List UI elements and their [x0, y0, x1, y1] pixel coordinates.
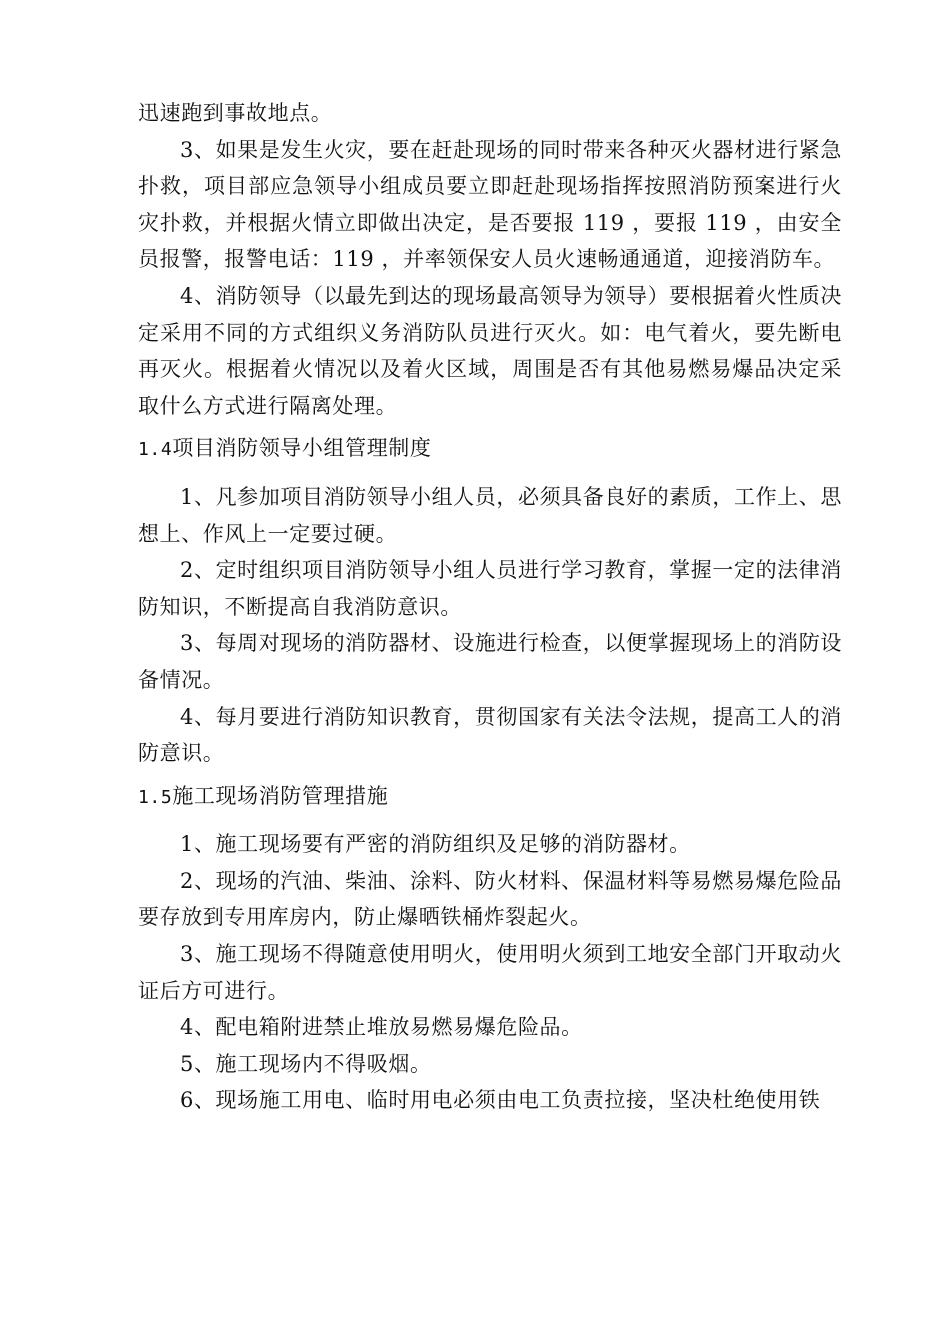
section-number: 1.5	[138, 786, 173, 808]
section-1-5-item-6: 6、现场施工用电、临时用电必须由电工负责拉接，坚决杜绝使用铁	[180, 1088, 821, 1113]
section-1-5-item-3: 3、施工现场不得随意使用明火，使用明火须到工地安全部门开取动火证后方可进行。	[138, 942, 842, 1003]
section-number: 1.4	[138, 439, 173, 461]
section-heading-1-4	[138, 424, 842, 479]
paragraph-item-4: 4、消防领导（以最先到达的现场最高领导为领导）要根据着火性质决定采用不同的方式组织义务消防队员进行灭火。如：电气着火，要先断电再灭火。根据着火情况以及着火区域，周围是否有其他易燃易爆品决定采取什么方式进行隔离处理。	[138, 283, 842, 418]
section-1-5-item-2: 2、现场的汽油、柴油、涂料、防火材料、保温材料等易燃易爆危险品要存放到专用库房内，防止爆晒铁桶炸裂起火。	[138, 868, 842, 930]
paragraph-continuation: 迅速跑到事故地点。	[138, 101, 333, 125]
section-title: 施工现场消防管理措施	[172, 783, 389, 808]
section-1-5-item-5: 5、施工现场内不得吸烟。	[180, 1051, 432, 1076]
section-heading-1-5	[138, 772, 842, 827]
paragraph-item-3: 3、如果是发生火灾，要在赶赴现场的同时带来各种灭火器材进行紧急扑救，项目部应急领导小组成员要立即赶赴现场指挥按照消防预案进行火灾扑救，并根据火情立即做出决定，是否要报 119 ，要报 119 ，由安全员报警，报警电话：119 ，并率领保安人员火速畅通通道，迎接消防车。	[138, 137, 842, 272]
section-1-4-item-3: 3、每周对现场的消防器材、设施进行检查，以便掌握现场上的消防设备情况。	[138, 631, 842, 692]
section-title: 项目消防领导小组管理制度	[172, 436, 432, 461]
section-1-4-item-2: 2、定时组织项目消防领导小组人员进行学习教育，掌握一定的法律消防知识，不断提高自我消防意识。	[138, 558, 842, 619]
section-1-5-item-4: 4、配电箱附进禁止堆放易燃易爆危险品。	[180, 1015, 583, 1040]
section-1-4-item-4: 4、每月要进行消防知识教育，贯彻国家有关法令法规，提高工人的消防意识。	[138, 704, 842, 766]
section-1-4-item-1: 1、凡参加项目消防领导小组人员，必须具备良好的素质，工作上、思想上、作风上一定要过硬。	[138, 484, 842, 546]
section-1-5-item-1: 1、施工现场要有严密的消防组织及足够的消防器材。	[180, 832, 691, 857]
